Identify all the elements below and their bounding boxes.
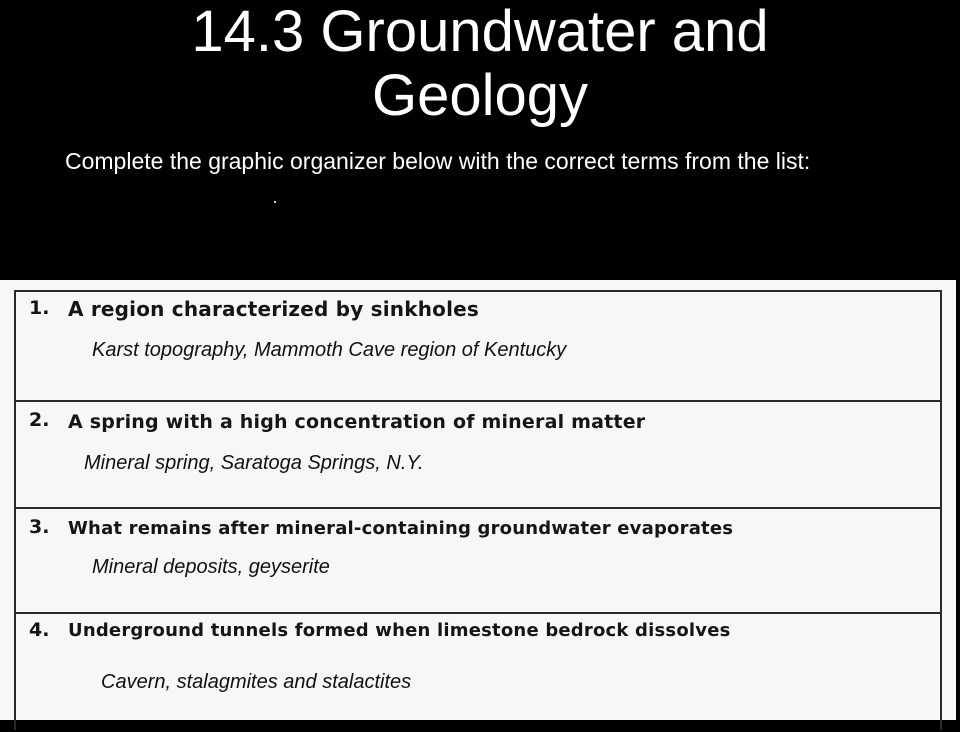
slide-title-line-1: 14.3 Groundwater and — [191, 0, 769, 64]
question-number: 2. — [29, 409, 50, 431]
scan-speck — [274, 201, 276, 203]
instructions-text: Complete the graphic organizer below with the correct terms from the list: — [65, 148, 811, 174]
answer-text: Mineral spring, Saratoga Springs, N.Y. — [84, 452, 424, 474]
question-number: 1. — [29, 297, 50, 319]
slide-title — [0, 0, 960, 128]
answer-text: Mineral deposits, geyserite — [92, 556, 330, 578]
scan-edge — [956, 280, 960, 720]
slide-title-line-2: Geology — [371, 63, 589, 128]
organizer-row-2 — [16, 400, 940, 508]
organizer-row-3 — [16, 507, 940, 615]
question-text: Underground tunnels formed when limestone bedrock dissolves — [68, 620, 731, 641]
organizer-row-4 — [16, 612, 940, 732]
answer-text: Cavern, stalagmites and stalactites — [101, 671, 412, 693]
question-number: 3. — [29, 516, 50, 538]
question-number: 4. — [29, 619, 50, 641]
graphic-organizer — [14, 290, 942, 730]
question-text: A spring with a high concentration of mineral matter — [68, 411, 646, 433]
organizer-row-1 — [16, 292, 940, 402]
question-text: What remains after mineral-containing groundwater evaporates — [68, 518, 734, 539]
question-text: A region characterized by sinkholes — [68, 297, 480, 321]
answer-text: Karst topography, Mammoth Cave region of Kentucky — [92, 339, 567, 361]
slide-header — [0, 0, 960, 280]
